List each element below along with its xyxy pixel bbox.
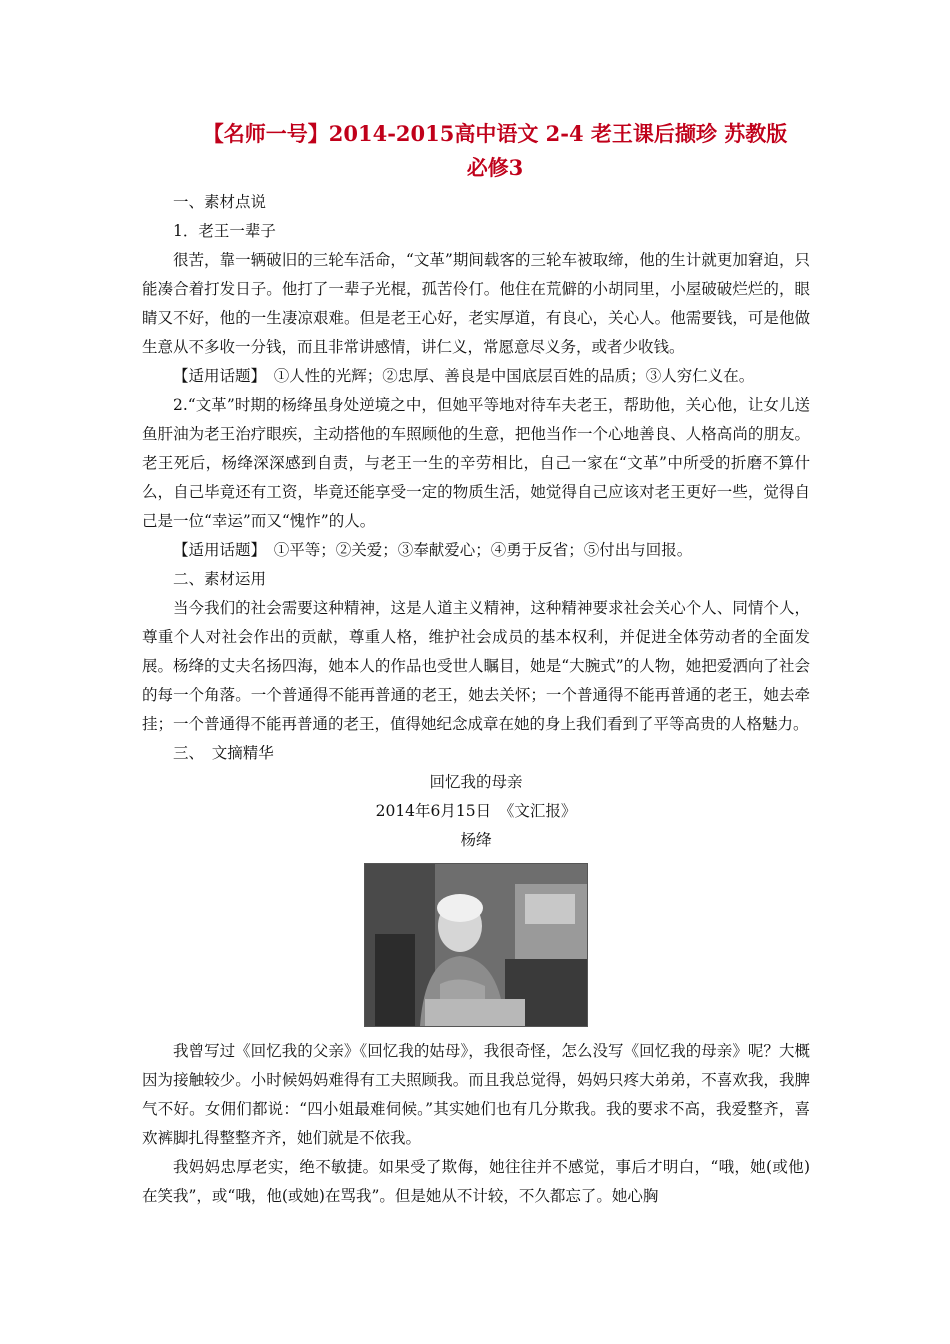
article-author: 杨绛: [460, 831, 492, 849]
subheading-1: 1．老王一辈子: [173, 222, 276, 240]
paragraph: 当今我们的社会需要这种精神，这是人道主义精神，这种精神要求社会关心个人、同情个人，尊重个人对社会作出的贡献，尊重人格，维护社会成员的基本权利，并促进全体劳动者的全面发展。杨绛的丈夫名扬四海，她本人的作品也受世人瞩目，她是“大腕式”的人物，她把爱洒向了社会的每一个角落。一个普通得不能再普通的老王，她去关怀；一个普通得不能再普通的老王，她去牵挂；一个普通得不能再普通的老王，值得她纪念成章在她的身上我们看到了平等高贵的人格魅力。: [142, 599, 810, 733]
article-title: 回忆我的母亲: [429, 773, 523, 791]
document-body: [142, 188, 810, 1211]
paragraph: 我曾写过《回忆我的父亲》《回忆我的姑母》，我很奇怪，怎么没写《回忆我的母亲》呢？大概因为接触较少。小时候妈妈难得有工夫照顾我。而且我总觉得，妈妈只疼大弟弟，不喜欢我，我脾气不好。女佣们都说：“四小姐最难伺候。”其实她们也有几分欺我。我的要求不高，我爱整齐，喜欢裤脚扎得整整齐齐，她们就是不依我。: [142, 1042, 810, 1147]
section-heading-2: 二、素材运用: [173, 570, 267, 588]
portrait-photo-graphic: [365, 864, 587, 1026]
document-title-line2: 必修3: [466, 155, 524, 180]
article-source: 2014年6月15日 《文汇报》: [375, 802, 577, 820]
topic-line-1: 【适用话题】 ①人性的光辉；②忠厚、善良是中国底层百姓的品质；③人穷仁义在。: [173, 367, 755, 385]
section-heading-3: 三、 文摘精华: [173, 744, 274, 762]
topic-line-2: 【适用话题】 ①平等；②关爱；③奉献爱心；④勇于反省；⑤付出与回报。: [173, 541, 693, 559]
paragraph: 很苦，靠一辆破旧的三轮车活命，“文革”期间载客的三轮车被取缔，他的生计就更加窘迫，只能凑合着打发日子。他打了一辈子光棍，孤苦伶仃。他住在荒僻的小胡同里，小屋破破烂烂的，眼睛又不好，他的一生凄凉艰难。但是老王心好，老实厚道，有良心，关心人。他需要钱，可是他做生意从不多收一分钱，而且非常讲感情，讲仁义，常愿意尽义务，或者少收钱。: [142, 251, 810, 356]
document-title-line1: 【名师一号】2014-2015高中语文 2-4 老王课后撷珍 苏教版: [202, 121, 788, 146]
paragraph: 2.“文革”时期的杨绛虽身处逆境之中，但她平等地对待车夫老王，帮助他，关心他，让女儿送鱼肝油为老王治疗眼疾，主动搭他的车照顾他的生意，把他当作一个心地善良、人格高尚的朋友。老王死后，杨绛深深感到自责，与老王一生的辛劳相比，自己一家在“文革”中所受的折磨不算什么，自己毕竟还有工资，毕竟还能享受一定的物质生活，她觉得自己应该对老王更好一些，觉得自己是一位“幸运”而又“愧怍”的人。: [142, 396, 810, 530]
portrait-photo: [364, 863, 588, 1027]
section-heading-1: 一、素材点说: [173, 193, 267, 211]
paragraph: 我妈妈忠厚老实，绝不敏捷。如果受了欺侮，她往往并不感觉，事后才明白，“哦，她(或他)在笑我”，或“哦，他(或她)在骂我”。但是她从不计较，不久都忘了。她心胸: [142, 1158, 810, 1205]
